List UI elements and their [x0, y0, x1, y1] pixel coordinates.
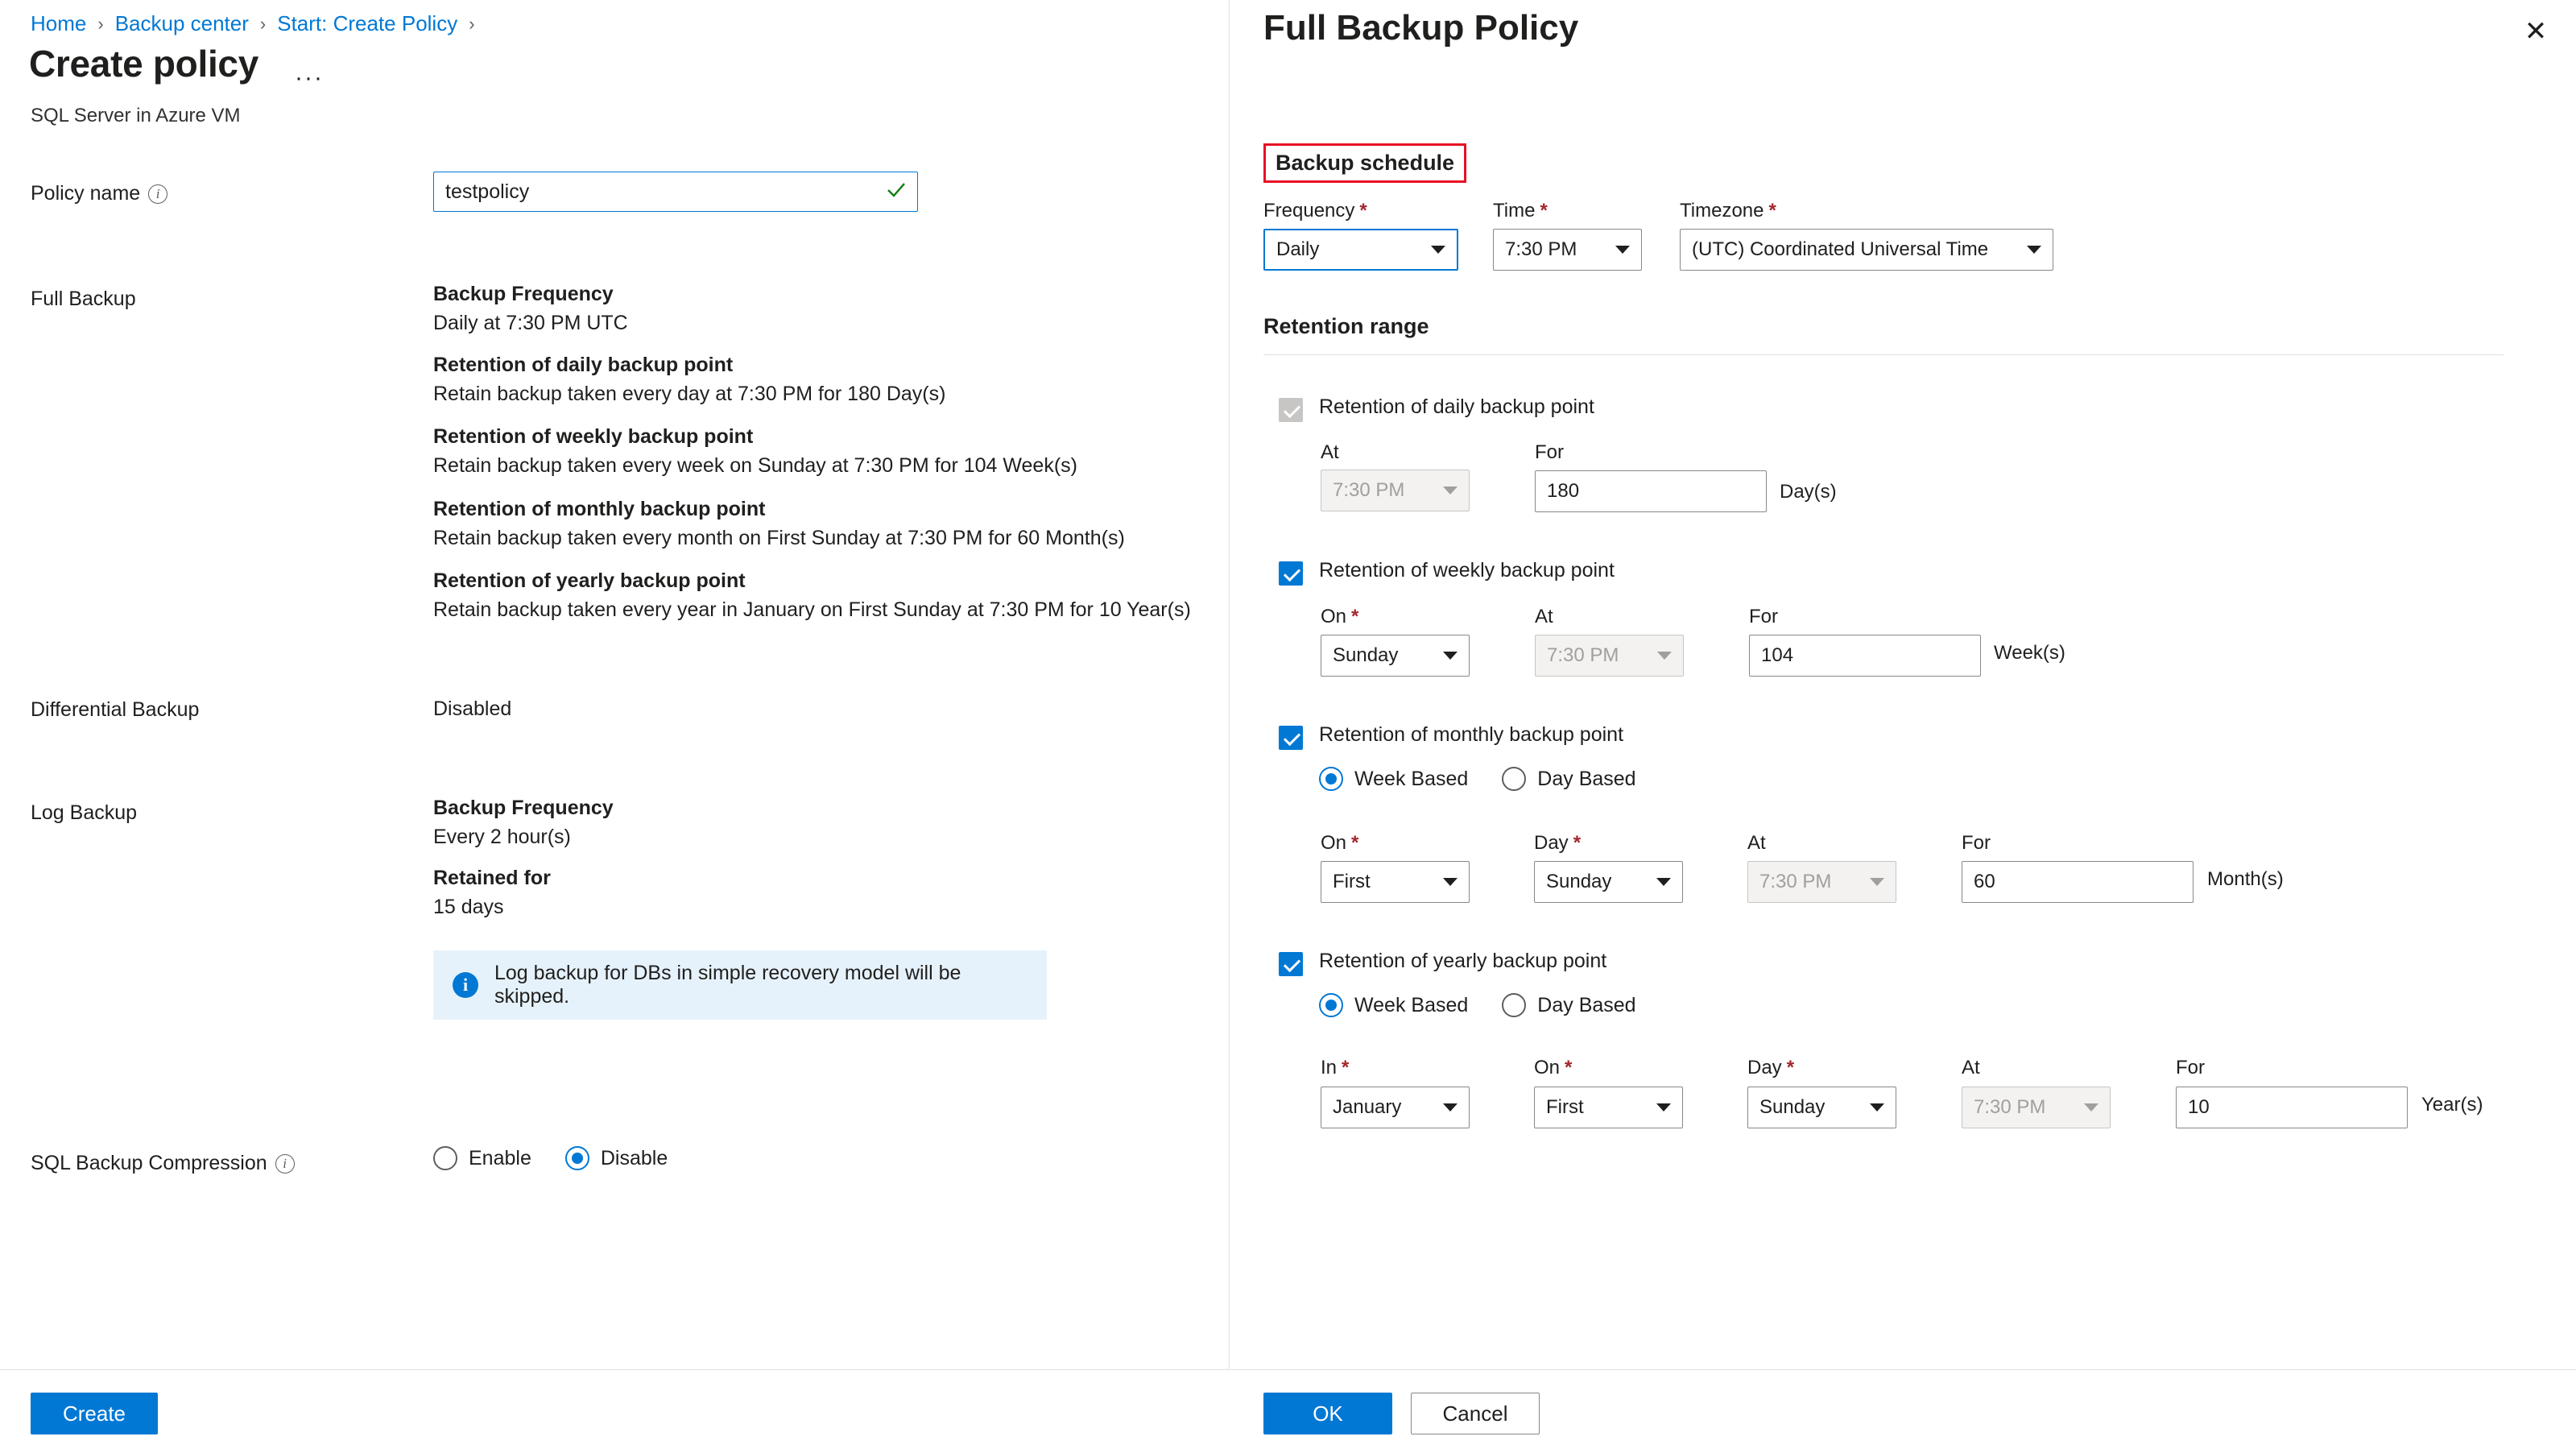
weekly-at-label: At — [1535, 606, 1553, 627]
chevron-down-icon — [1656, 878, 1671, 886]
required-marker: * — [1359, 200, 1367, 221]
monthly-week-based-radio[interactable] — [1319, 767, 1343, 791]
full-backup-frequency-heading: Backup Frequency — [433, 283, 614, 305]
info-icon[interactable]: i — [148, 184, 167, 204]
weekly-retention-block — [433, 422, 1077, 481]
yearly-day-label: Day * — [1747, 1057, 1795, 1078]
full-backup-frequency-text: Daily at 7:30 PM UTC — [433, 312, 628, 335]
close-icon[interactable]: ✕ — [2524, 16, 2548, 47]
daily-for-label: For — [1535, 441, 1564, 463]
page-title: Create policy — [29, 43, 258, 85]
radio-disable-label: Disable — [600, 1146, 668, 1169]
radio-enable-label: Enable — [469, 1146, 531, 1169]
backup-schedule-heading: Backup schedule — [1263, 143, 1466, 183]
breadcrumb-item-home[interactable]: Home — [31, 11, 87, 35]
differential-backup-value: Disabled — [433, 698, 512, 720]
breadcrumb-item-start-create-policy[interactable]: Start: Create Policy — [277, 11, 458, 35]
info-banner — [433, 950, 1047, 1020]
required-marker: * — [1342, 1057, 1350, 1078]
info-banner-text: Log backup for DBs in simple recovery model will be skipped. — [494, 962, 961, 1008]
chevron-down-icon — [1870, 878, 1884, 886]
yearly-at-select: 7:30 PM — [1962, 1087, 2111, 1128]
chevron-down-icon — [1656, 1103, 1671, 1111]
policy-name-field-wrapper — [433, 172, 918, 212]
log-backup-retained-heading: Retained for — [433, 867, 551, 889]
radio-enable[interactable] — [433, 1146, 457, 1170]
monthly-mode-radio-group — [1319, 767, 1670, 791]
weekly-at-select: 7:30 PM — [1535, 635, 1684, 677]
more-options-button[interactable]: ··· — [295, 64, 324, 91]
weekly-for-label: For — [1749, 606, 1778, 627]
create-policy-pane — [0, 0, 1230, 1453]
daily-retention-checkbox — [1279, 398, 1303, 422]
monthly-retention-block — [433, 495, 1125, 553]
monthly-for-label: For — [1962, 832, 1991, 854]
required-marker: * — [1565, 1057, 1573, 1078]
frequency-select[interactable]: Daily — [1263, 229, 1458, 271]
timezone-label: Timezone * — [1680, 200, 1776, 221]
yearly-on-label: On * — [1534, 1057, 1573, 1078]
weekly-retention-heading: Retention of weekly backup point — [433, 425, 754, 448]
monthly-retention-checkbox[interactable] — [1279, 726, 1303, 750]
daily-retention-block — [433, 350, 945, 409]
monthly-retention-text: Retain backup taken every month on First Sunday at 7:30 PM for 60 Month(s) — [433, 527, 1125, 550]
breadcrumb-separator: › — [469, 13, 475, 34]
valid-check-icon — [886, 180, 907, 201]
breadcrumb-separator: › — [97, 13, 104, 34]
weekly-for-input[interactable] — [1749, 635, 1981, 677]
monthly-for-input[interactable] — [1962, 861, 2194, 903]
frequency-label: Frequency * — [1263, 200, 1367, 221]
log-backup-retained-block — [433, 863, 551, 922]
yearly-retention-block — [433, 566, 1191, 625]
retention-range-heading: Retention range — [1263, 314, 1429, 338]
policy-name-input[interactable] — [433, 172, 918, 212]
required-marker: * — [1786, 1057, 1795, 1078]
monthly-at-select: 7:30 PM — [1747, 861, 1896, 903]
weekly-for-unit: Week(s) — [1994, 642, 2065, 664]
monthly-for-unit: Month(s) — [2207, 868, 2284, 890]
required-marker: * — [1351, 832, 1359, 854]
radio-disable[interactable] — [565, 1146, 589, 1170]
breadcrumb — [31, 11, 486, 36]
chevron-down-icon — [1443, 1103, 1458, 1111]
full-backup-frequency-block — [433, 279, 628, 338]
yearly-retention-text: Retain backup taken every year in January on First Sunday at 7:30 PM for 10 Year(s) — [433, 598, 1191, 622]
monthly-on-select[interactable]: First — [1321, 861, 1470, 903]
cancel-button[interactable]: Cancel — [1411, 1393, 1540, 1434]
sql-backup-compression-label: SQL Backup Compression i — [31, 1152, 295, 1175]
chevron-down-icon — [1615, 246, 1630, 254]
log-backup-label: Log Backup — [31, 801, 138, 824]
time-label: Time * — [1493, 200, 1548, 221]
log-backup-retained-text: 15 days — [433, 896, 504, 919]
full-backup-label: Full Backup — [31, 288, 136, 310]
chevron-down-icon — [1443, 486, 1458, 495]
create-button[interactable]: Create — [31, 1393, 158, 1434]
yearly-at-label: At — [1962, 1057, 1980, 1078]
required-marker: * — [1573, 832, 1582, 854]
info-icon[interactable]: i — [275, 1154, 295, 1174]
daily-retention-label: Retention of daily backup point — [1319, 395, 1594, 418]
chevron-down-icon — [2027, 246, 2041, 254]
chevron-down-icon — [1431, 246, 1445, 254]
yearly-in-select[interactable]: January — [1321, 1087, 1470, 1128]
panel-title: Full Backup Policy — [1263, 8, 1579, 48]
yearly-in-label: In * — [1321, 1057, 1350, 1078]
page-subtitle: SQL Server in Azure VM — [31, 105, 241, 126]
breadcrumb-item-backup-center[interactable]: Backup center — [114, 11, 249, 35]
daily-retention-heading: Retention of daily backup point — [433, 354, 734, 376]
monthly-week-based-label: Week Based — [1354, 767, 1469, 790]
yearly-for-label: For — [2176, 1057, 2205, 1078]
yearly-on-select[interactable]: First — [1534, 1087, 1683, 1128]
weekly-retention-checkbox[interactable] — [1279, 561, 1303, 586]
yearly-day-select[interactable]: Sunday — [1747, 1087, 1896, 1128]
daily-for-input[interactable] — [1535, 470, 1767, 512]
daily-at-select: 7:30 PM — [1321, 470, 1470, 511]
timezone-select[interactable]: (UTC) Coordinated Universal Time — [1680, 229, 2053, 271]
yearly-retention-checkbox[interactable] — [1279, 952, 1303, 976]
ok-button[interactable]: OK — [1263, 1393, 1392, 1434]
log-backup-frequency-text: Every 2 hour(s) — [433, 826, 571, 849]
daily-at-label: At — [1321, 441, 1339, 463]
weekly-retention-text: Retain backup taken every week on Sunday at 7:30 PM for 104 Week(s) — [433, 454, 1077, 478]
yearly-day-based-radio[interactable] — [1502, 993, 1526, 1017]
weekly-on-select[interactable]: Sunday — [1321, 635, 1470, 677]
yearly-day-based-label: Day Based — [1537, 993, 1636, 1016]
create-policy-footer — [0, 1369, 1230, 1453]
daily-for-unit: Day(s) — [1780, 481, 1837, 503]
yearly-mode-radio-group — [1319, 993, 1670, 1017]
yearly-for-input[interactable] — [2176, 1087, 2408, 1128]
weekly-on-label: On * — [1321, 606, 1359, 627]
yearly-week-based-radio[interactable] — [1319, 993, 1343, 1017]
required-marker: * — [1351, 606, 1359, 627]
monthly-day-select[interactable]: Sunday — [1534, 861, 1683, 903]
breadcrumb-separator: › — [259, 13, 267, 34]
log-backup-frequency-block — [433, 793, 614, 852]
full-backup-policy-panel — [1230, 0, 2576, 1453]
chevron-down-icon — [1443, 652, 1458, 660]
chevron-down-icon — [1870, 1103, 1884, 1111]
daily-retention-text: Retain backup taken every day at 7:30 PM for 180 Day(s) — [433, 383, 946, 406]
yearly-retention-heading: Retention of yearly backup point — [433, 569, 746, 592]
monthly-day-based-label: Day Based — [1537, 767, 1636, 790]
weekly-retention-label: Retention of weekly backup point — [1319, 559, 1615, 582]
panel-footer — [1230, 1369, 2576, 1453]
chevron-down-icon — [1443, 878, 1458, 886]
monthly-day-label: Day * — [1534, 832, 1582, 854]
monthly-retention-heading: Retention of monthly backup point — [433, 498, 766, 520]
required-marker: * — [1768, 200, 1776, 221]
log-backup-frequency-heading: Backup Frequency — [433, 797, 614, 819]
monthly-at-label: At — [1747, 832, 1766, 854]
differential-backup-label: Differential Backup — [31, 698, 200, 721]
monthly-day-based-radio[interactable] — [1502, 767, 1526, 791]
monthly-retention-label: Retention of monthly backup point — [1319, 723, 1624, 746]
sql-backup-compression-radio-group — [433, 1146, 701, 1170]
chevron-down-icon — [2084, 1103, 2098, 1111]
info-icon: i — [453, 972, 478, 998]
yearly-retention-label: Retention of yearly backup point — [1319, 950, 1607, 972]
chevron-down-icon — [1657, 652, 1672, 660]
time-select[interactable]: 7:30 PM — [1493, 229, 1642, 271]
divider — [1263, 354, 2504, 355]
monthly-on-label: On * — [1321, 832, 1359, 854]
yearly-for-unit: Year(s) — [2421, 1094, 2483, 1116]
required-marker: * — [1540, 200, 1548, 221]
yearly-week-based-label: Week Based — [1354, 993, 1469, 1016]
policy-name-label: Policy name i — [31, 182, 167, 205]
